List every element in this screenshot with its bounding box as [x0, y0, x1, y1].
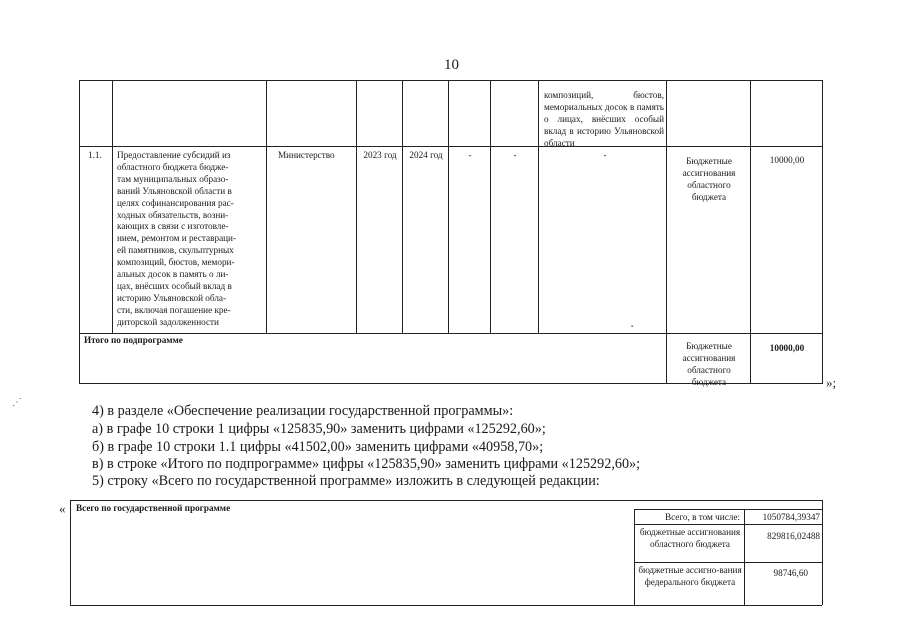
row-name-line: цах, внёсших особый вклад в [117, 280, 232, 291]
row-name-line: диторской задолженности [117, 316, 219, 327]
regional-source: бюджетные ассигнования областного бюджета [639, 527, 741, 549]
row-name-line: областного бюджета бюдже- [117, 161, 229, 172]
regional-amount: 829816,02488 [767, 531, 820, 541]
instruction-line: б) в графе 10 строки 1.1 цифры «41502,00» заменить цифрами «40958,70»; [92, 439, 544, 455]
row-name [117, 150, 263, 329]
row-dash: - [513, 150, 517, 160]
instruction-line: 5) строку «Всего по государственной программе» изложить в следующей редакции: [92, 473, 600, 489]
closing-quote: »; [826, 375, 837, 390]
instruction-line: а) в графе 10 строки 1 цифры «125835,90» заменить цифрами «125292,60»; [92, 421, 546, 437]
scan-mark: ▪ [631, 324, 634, 330]
subtotal-label: Итого по подпрограмме [84, 335, 183, 345]
subtotal-amount: 10000,00 [769, 343, 805, 353]
instruction-line: 4) в разделе «Обеспечение реализации государственной программы»: [92, 403, 514, 419]
row-source: Бюджетные ассигнования областного бюджета [682, 156, 736, 202]
row-dash: - [603, 150, 607, 160]
continuation-text: композиций, бюстов, мемориальных досок в память о лицах, внёсших особый вклад в историю Ульяновской области [544, 90, 664, 148]
row-name-line: ходных обязательств, возни- [117, 209, 229, 220]
row-number: 1.1. [88, 150, 102, 160]
row-name-line: ваний Ульяновской области в [117, 185, 232, 196]
total-source: Всего, в том числе: [664, 512, 740, 522]
row-name-line: нием, ремонтом и реставраци- [117, 233, 237, 244]
row-name-line: историю Ульяновской обла- [117, 292, 227, 303]
row-dash: - [468, 150, 472, 160]
open-quote: « [59, 501, 66, 516]
instruction-line: в) в строке «Итого по подпрограмме» цифры «125835,90» заменить цифрами «125292,60»; [92, 456, 641, 472]
row-name-line: там муниципальных образо- [117, 173, 229, 184]
subtotal-source: Бюджетные ассигнования областного бюджета [682, 341, 736, 387]
row-name-line: ей памятников, скульптурных [117, 245, 234, 256]
row-executor: Министерство [278, 150, 335, 160]
row-name-line: сти, включая погашение кре- [117, 304, 231, 315]
row-name-line: Предоставление субсидий из [117, 150, 231, 160]
row-name-line: кающих в связи с изготовле- [117, 221, 229, 232]
federal-amount: 98746,60 [773, 568, 808, 578]
federal-source: бюджетные ассигно-вания федерального бюджета [638, 565, 742, 587]
page-number: 10 [444, 57, 459, 73]
row-amount: 10000,00 [769, 155, 805, 165]
row-start-year: 2023 год [363, 150, 397, 160]
row-name-line: целях софинансирования рас- [117, 197, 234, 208]
row-end-year: 2024 год [409, 150, 443, 160]
total-amount: 1050784,39347 [762, 512, 820, 522]
row-name-line: композиций, бюстов, мемори- [117, 257, 235, 268]
scan-mark: ⋰ [12, 397, 22, 408]
row-name-line: альных досок в память о ли- [117, 269, 229, 280]
total-label: Всего по государственной программе [76, 503, 231, 513]
